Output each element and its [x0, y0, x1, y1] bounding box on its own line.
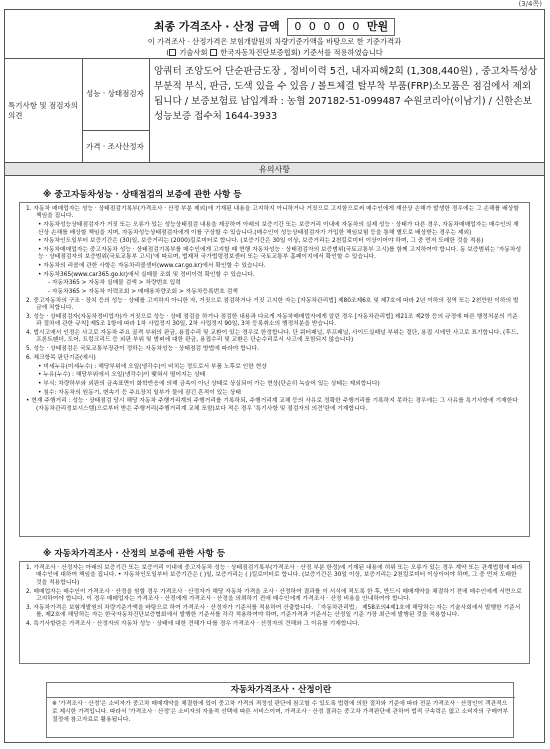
section1-item: • 자동차매매업자는 중고자동차 성능 · 상태점검기록부를 매수인에게 고지할 때 현행 자동차성능 · 상태점검자의 보증범위(국토교통부 고시)를 함께 고지하여야 합니다. 동 보증범위는 '자동차성능 · 상태점검자의 보증범위(국토교통부 고시)'에 따르며, 법제처 국가법령정보센터 또는 국토교통부 홈페이지에서 확인할 수 있습니다. [38, 246, 522, 261]
page-number: (3/4쪽) [518, 0, 542, 8]
section1-item: 1. 자동차 매매업자는 성능 · 상태점검기록부(가격조사 · 산정 부분 제외)에 기재된 내용을 고지하지 아니하거나 거짓으로 고지함으로써 매수인에게 재산상 손해가 발생한 경우에는 그 손해를 배상할 책임을 집니다. [26, 206, 519, 220]
price-unit: 만원 [366, 20, 389, 33]
definition-box [46, 682, 514, 738]
special-notes-table [5, 59, 544, 163]
section1-item: • 부식: 차량하부와 외판의 금속표면이 화학반응에 의해 금속이 아닌 상태로 상실되어 가는 현상(단순히 녹슬어 있는 상태는 제외합니다) [38, 380, 380, 387]
inspector-label: 성능 · 상태점검자 [83, 59, 150, 131]
section1-item: • 현재 주행거리 : 성능 · 상태점검 당시 해당 자동차 주행거리계의 주행거리를 기록하되, 주행거리계 교체 등의 사유로 정확한 주행거리를 기록하지 못하는 경우에는 그 사유를 특기사항에 기재한다(자동차관리정보시스템)으로부터 받은 주행거리(주행거리계 교체 포함)보다 적은 경우 '특기사항 및 점검자의 의견'란에 기재합니다. [26, 398, 518, 412]
section1-item: 4. 법시고에서 인정은 사고로 자동차 주요 골격 부위의 판금, 용접수리 및 교환이 있는 경우로 한정합니다. 단 쿼터패널, 루프패널, 사이드실패널 부위는 절단, 용접 시에만 사고로 표기합니다. (후드, 프론트펜더, 도어, 트렁크리드 등 외판 부위 및 범퍼에 대한 판금, 용접수리 및 교환은 단순수리로서 사고에 포함되지 않습니다) [26, 330, 519, 344]
option-diagnosis-association: 한국자동차진단보증협회) 기준서를 적용하였습니다 [220, 48, 383, 57]
section1-item: • 침수: 자동차의 원동기, 변속기 등 주요장치 일부가 물에 잠긴 흔적이 있는 상태 [38, 389, 241, 396]
section2-title: ※ 자동차가격조사 · 산정의 보증에 관한 사항 등 [43, 549, 225, 559]
price-digits: 0 0 0 0 0 [294, 20, 362, 33]
section1-item: 5. 성능 · 상태점검은 국토교통부장관이 정하는 자동차성능 · 상태점검 방법에 따라야 합니다. [26, 346, 259, 353]
price-value-box [287, 18, 395, 36]
section1-item: • 자동차인도일부터 보증기간은 (30)일, 보증거리는 (2000)킬로미터로 합니다. (보증기간은 30일 이상, 보증거리는 2천킬로미터 이상이어야 하며, 그 중 먼저 도래한 것을 적용) [38, 238, 484, 245]
price-note-line1: 이 가격조사 · 산정가격은 보험개발원의 차량기준가액을 바탕으로 한 기준가격과 [147, 37, 402, 46]
checkbox-diagnosis-association[interactable] [210, 49, 217, 56]
section2-item: 3. 자동차가격은 보험개발원의 차량기준가액을 바탕으로 하여 가격조사 · 산정자가 기준서를 적용하여 산출합니다. 「자동차관리법」 제58조의4제1호에 해당하는 자는 기술사회에서 발행한 기준서를, 제2호에 해당하는 자는 한국자동차진단보증협회에서 발행한 기준서를 각각 적용하여야 하며, 기준가격과 기준서는 산정일 기준 가장 최근에 발행된 것을 적용합니다. [26, 604, 521, 619]
section1-item: • 자동차의 리콜에 관한 사항은 자동차리콜센터(www.car.go.kr)에서 확인할 수 있습니다. [38, 263, 266, 270]
section1-item: 6. 체크항목 판단기준(예시) [26, 354, 96, 361]
section2-item: 2. 매매업자는 매수인이 가격조사 · 산정을 원할 경우 가격조사 · 산정자가 해당 자동차 가격을 조사 · 산정하여 결과를 이 서식에 적도록 한 후, 반드시 매매계약을 체결하기 전에 매수인에게 서면으로 고지하여야 합니다. 이 경우 매매업자는 가격조사 · 산정에게 가격조사 · 산정을 의뢰하기 전에 매수인에게 가격조사 · 산정 비용을 안내하여야 합니다. [26, 588, 522, 602]
option-tech-society: 기술사회 [179, 48, 208, 57]
price-row [5, 18, 544, 36]
definition-text: ※ '가격조사 · 산정'은 소비자가 중고차 매매계약을 체결함에 있어 중고차 가격의 적정성 판단에 참고할 수 있도록 법령에 의한 절차와 기준에 따라 전문 가격조사 · 산정인이 객관적으로 제시한 가격입니다. 따라서 '가격조사 · 산정'은 소비자의 자율적 선택에 따른 서비스이며, 가격조사 · 산정 결과는 중고차 가격판단에 관하여 법적 구속력은 없고 소비자의 구매여부 결정에 참고자료로 활용됩니다. [52, 701, 509, 723]
inspector-opinion-text: 앙쿼터 조앙도어 단순판금도장 , 정비이력 5건, 내자피해2회 (1,308,440원) , 중고차특성상 부분적 부식, 판금, 도색 있을 수 있음 / 볼트체결 탈부착 부품(FRP)소모품은 점검에서 제외됩니다 / 보증보험료 납입계좌 : 농협 207182-51-099487 수원코리아(이남기) / 신한손보 성능보증 접수처 1644-3933 [154, 66, 538, 122]
section1-item: 2. 중고자동차의 구조 · 장치 등의 성능 · 상태를 고지하지 아니한 자, 거짓으로 점검하거나 거짓 고지한 자는 [자동차관리법] 제80조제6호 및 제7호에 따라 2년 이하의 징역 또는 2천만원 이하의 벌금에 처합니다. [26, 297, 519, 312]
section2-item: 4. 특기사항란은 가격조사 · 산정자의 자동차 성능 · 상태에 대한 견해가 다를 경우 가격조사 · 산정자의 견해와 그 이유를 기재합니다. [26, 620, 360, 627]
definition-title: 자동차가격조사 · 산정이란 [230, 685, 332, 695]
section2-item: 1. 가격조사 · 산정자는 아래의 보증기간 또는 보증거리 이내에 중고자동차 성능 · 상태점검기록부(가격조사 · 산정 부분 한정)에 기재된 내용에 허위 또는 오류가 있는 경우 계약 또는 관계법령에 따라 매수인에 대하여 책임을 집니다. • 자동차인도일부터 보증기간은 ( )일, 보증거리는 ( )킬로미터로 합니다. (보증기간은 30일 이상, 보증거리는 2천킬로미터 이상이어야 하며, 그 중 먼저 도래한 것을 적용합니다) [26, 565, 523, 586]
appraiser-label: 가격 · 조사산정자 [83, 131, 150, 163]
section2-box [19, 561, 530, 664]
checkbox-tech-society[interactable] [169, 49, 176, 56]
section1-item: • 미세누유(미세누수) : 해당부위에 오일(냉각수)이 비치는 정도로서 부품 노후로 인한 현상 [38, 363, 267, 370]
section1-item: • 누유(누수) : 해당부위에서 오일(냉각수)이 맺혀서 떨어지는 상태 [38, 372, 206, 379]
section1-title: ※ 중고자동차성능 · 상태점검의 보증에 관한 사항 등 [43, 190, 242, 200]
section1-item: • 자동차성능상태점검자가 거짓 또는 오류가 있는 성능상태점검 내용을 제공하여 아래의 보증기간 또는 보증거리 이내에 자동차의 실제 성능 · 상태가 다른 경우, 자동차매매업자는 매수인의 재산상 손해를 배상할 책임을 지며, 자동차성능상태점검자에게 이를 구상할 수 있습니다.(매수인이 성능상태점검자가 가입한 책임보험 등을 통해 별도로 배상받는 경우는 제외) [38, 222, 519, 236]
special-notes-label: 특기사항 및 점검자의 의견 [5, 59, 83, 163]
price-note-line2: ( 기술사회 한국자동차진단보증협회) 기준서를 적용하였습니다 [166, 48, 383, 57]
price-label: 최종 가격조사 · 산정 금액 [153, 20, 280, 33]
section1-item: 3. 성능 · 상태점검자(자동차정비업자)가 거짓으로 성능 · 상태 점검을 하거나 점검한 내용과 다르게 자동차매매업자에게 알린 경우 [자동차관리법] 제21조 제2항 등의 규정에 따른 행정처분의 기준과 절차에 관한 규칙] 제5조 1항에 따라 1차 사업정지 30일, 2차 사업정지 90일, 3차 등록취소의 행정처분을 받습니다. [26, 313, 518, 328]
inspection-form-page [4, 9, 545, 743]
section1-item: - 자동차365 > 자동차 실매물 검색 > 차량번호 입력 [48, 280, 181, 287]
section1-item: • 자동차365(www.car365.go.kr)에서 실매물 조회 및 정비이력 확인할 수 있습니다. [38, 271, 255, 278]
definition-title-row [47, 682, 515, 698]
section1-box [19, 202, 530, 537]
section1-item: - 자동차365 > 자동차 이력조회 > 매매용차량조회 > 자동차등록번호 검색 [48, 289, 238, 296]
notice-band-title: 유의사항 [5, 163, 544, 176]
price-section [5, 10, 544, 59]
